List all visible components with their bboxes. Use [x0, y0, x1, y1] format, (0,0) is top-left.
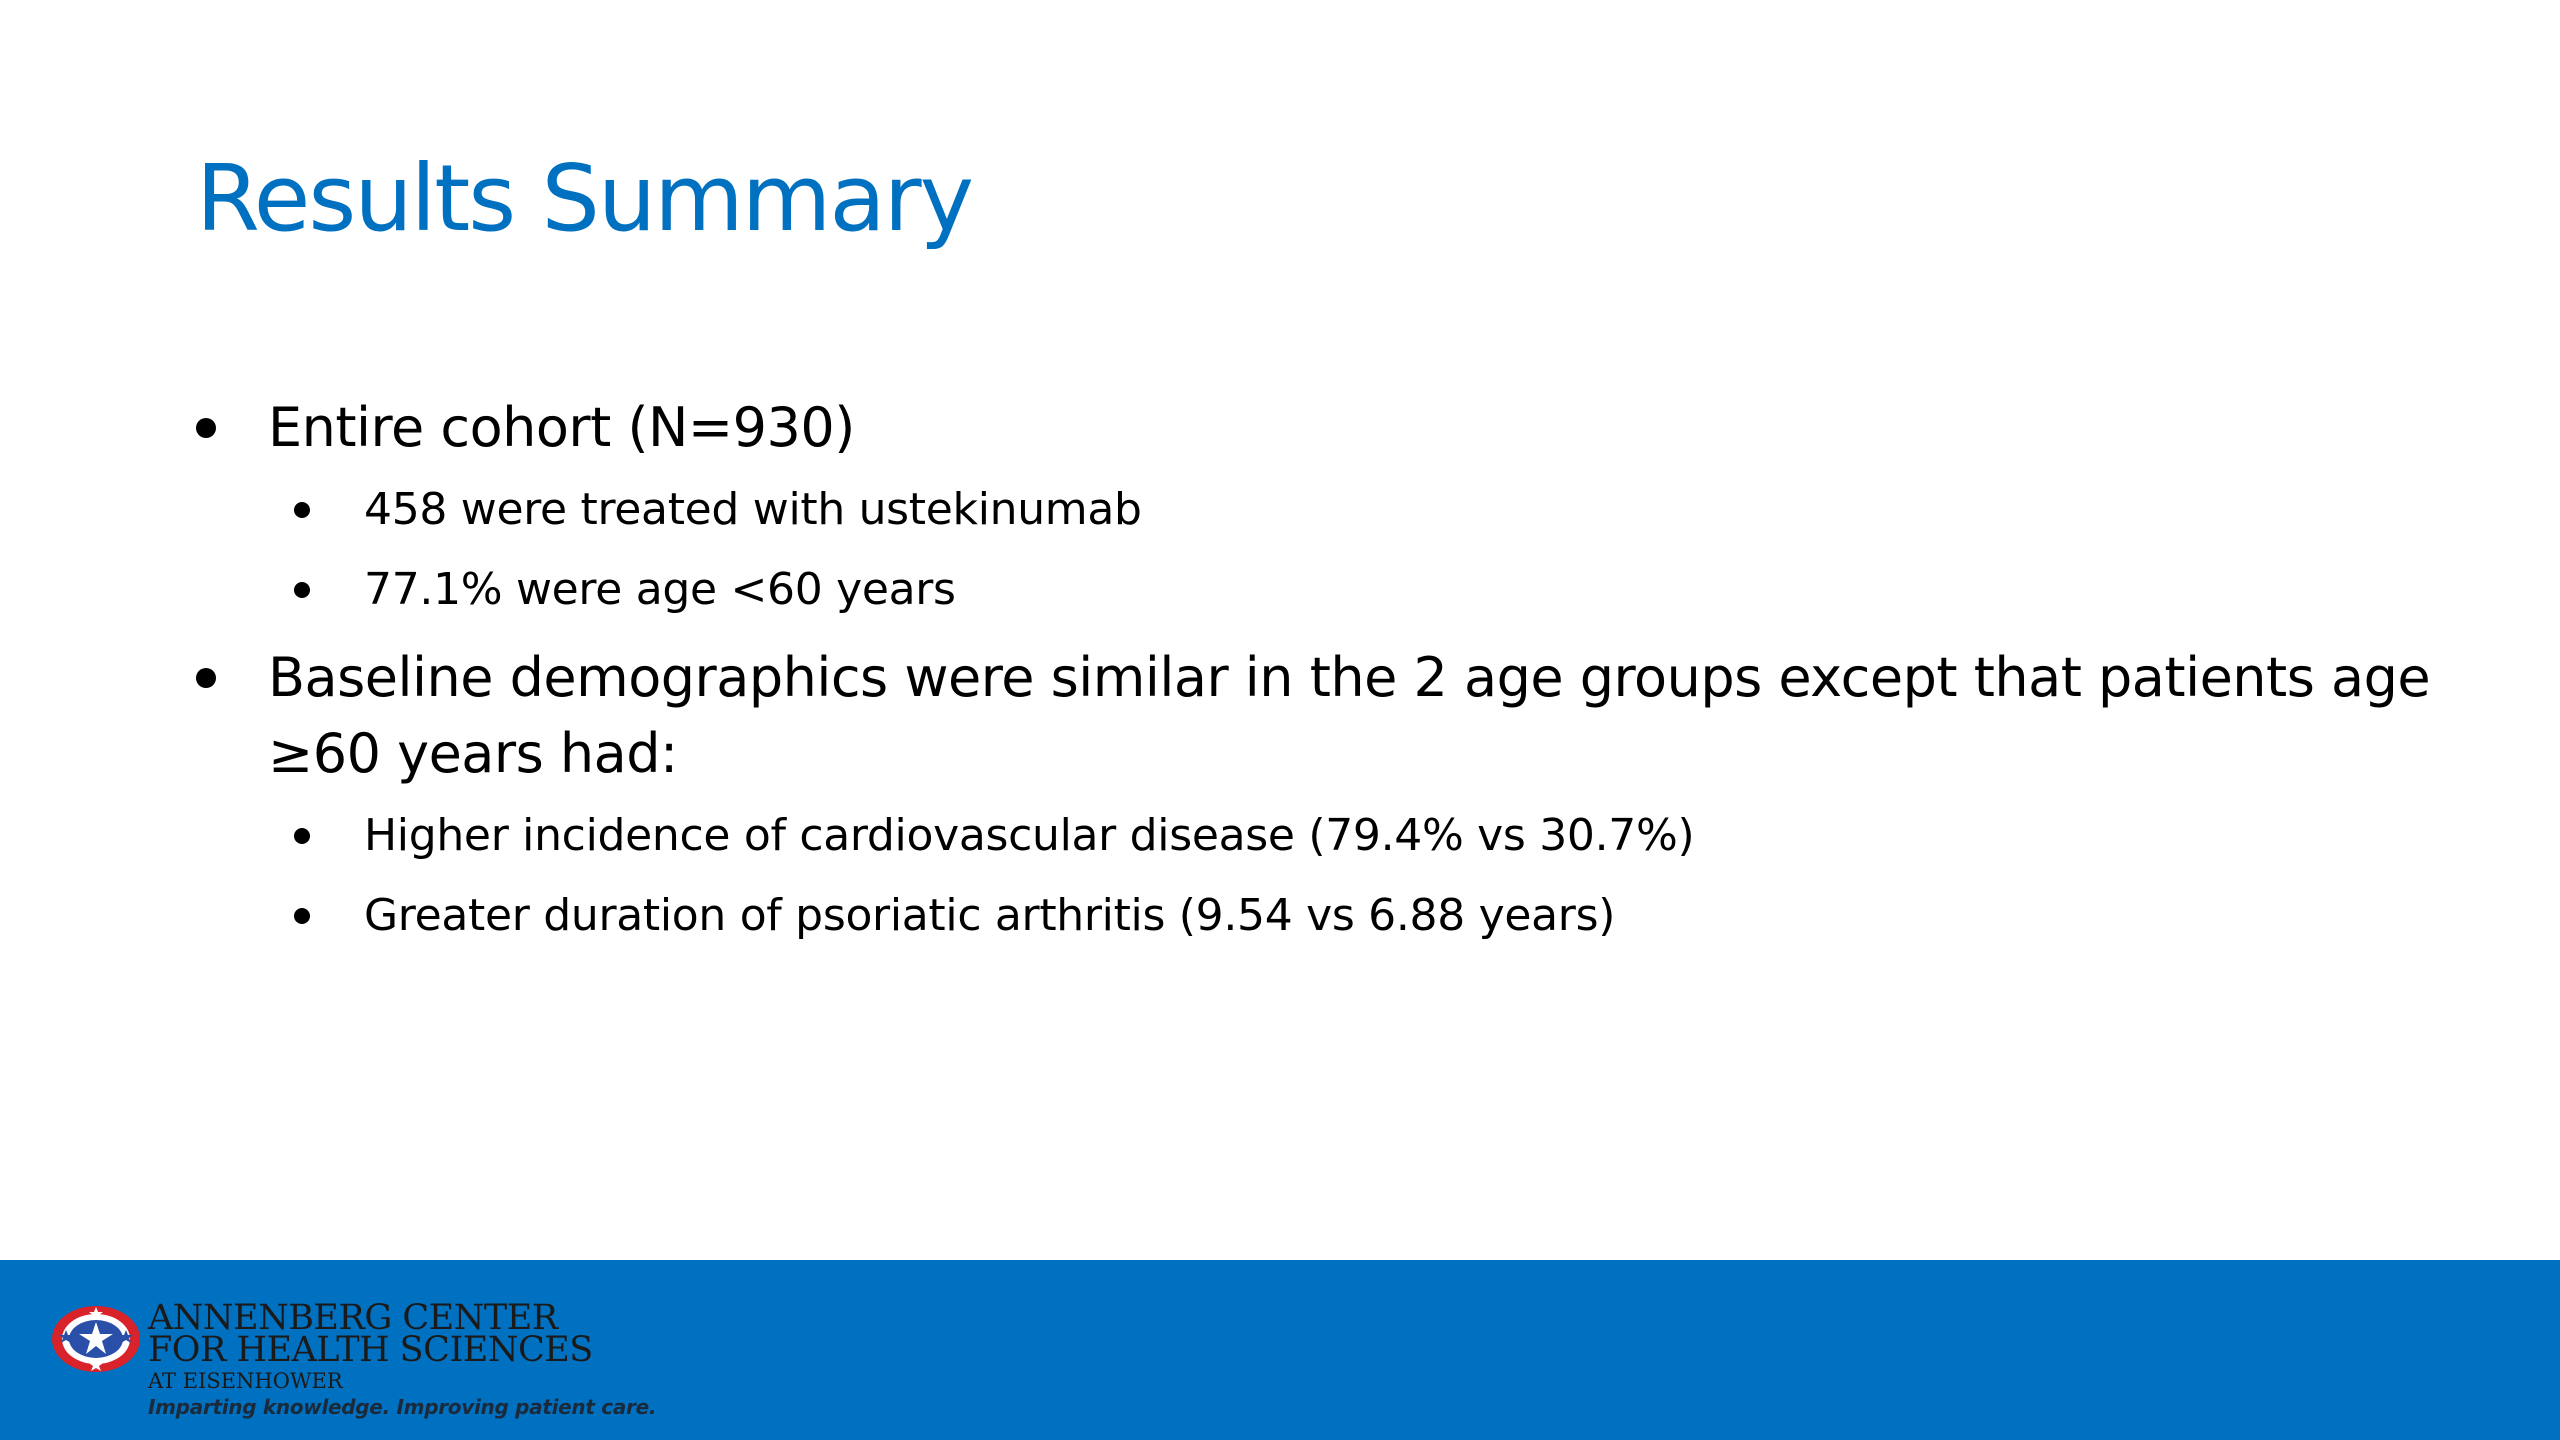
logo-line-1: ANNENBERG CENTER	[148, 1298, 558, 1338]
annenberg-logo	[50, 1298, 750, 1418]
bullet-icon	[294, 828, 310, 844]
bullet-icon	[294, 502, 310, 518]
slide-title: Results Summary	[196, 145, 973, 252]
logo-line-2: FOR HEALTH SCIENCES	[148, 1330, 593, 1370]
sub-bullet-text: 458 were treated with ustekinumab	[364, 484, 1142, 535]
bullet-text: Baseline demographics were similar in the 2 age groups except that patients age ≥60 years had:	[268, 646, 2431, 785]
logo-wordmark	[148, 1298, 657, 1420]
sub-bullet-item	[196, 806, 2456, 866]
bullet-text: Entire cohort (N=930)	[268, 396, 855, 459]
logo-line-3: AT EISENHOWER	[148, 1369, 343, 1393]
footer-bar	[0, 1260, 2560, 1440]
sub-bullet-item	[196, 480, 2456, 540]
sub-bullet-item	[196, 560, 2456, 620]
sub-bullet-text: Higher incidence of cardiovascular disease (79.4% vs 30.7%)	[364, 810, 1695, 861]
sub-bullet-list	[196, 806, 2456, 946]
sub-bullet-text: Greater duration of psoriatic arthritis (9.54 vs 6.88 years)	[364, 890, 1616, 941]
star-emblem-icon	[50, 1304, 142, 1374]
logo-tagline: Imparting knowledge. Improving patient care.	[148, 1395, 657, 1419]
sub-bullet-item	[196, 886, 2456, 946]
bullet-icon	[196, 418, 216, 438]
bullet-icon	[294, 582, 310, 598]
bullet-item-cohort	[196, 390, 2456, 466]
bullet-item-demographics	[196, 640, 2456, 792]
sub-bullet-list	[196, 480, 2456, 620]
bullet-icon	[196, 668, 216, 688]
bullet-icon	[294, 908, 310, 924]
sub-bullet-text: 77.1% were age <60 years	[364, 564, 956, 615]
bullet-list	[196, 390, 2456, 966]
